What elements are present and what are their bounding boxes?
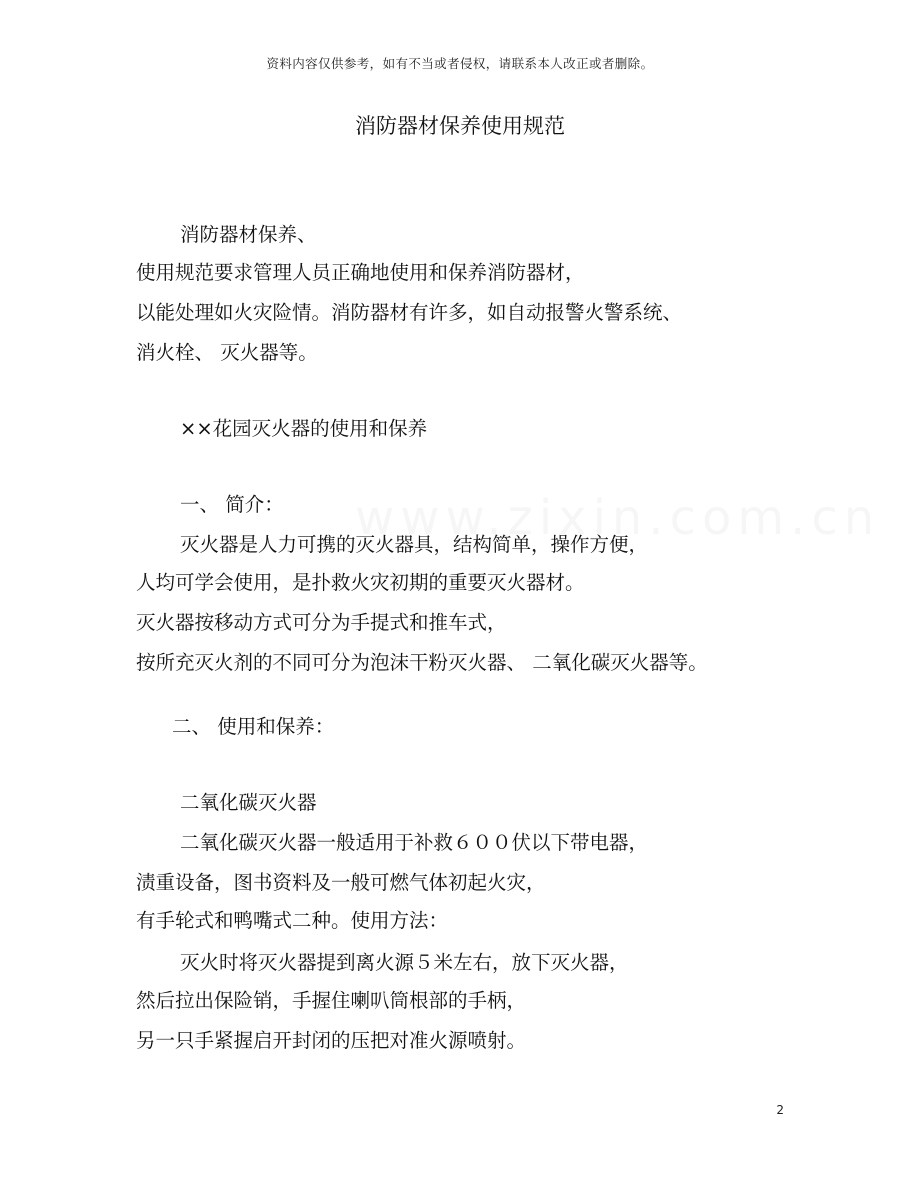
part1-line-1: 灭火器是人力可携的灭火器具，结构简单，操作方便， xyxy=(180,533,649,556)
part2-line-1: 二氧化碳灭火器一般适用于补救６００伏以下带电器， xyxy=(180,831,649,854)
section-heading: ××花园灭火器的使用和保养 xyxy=(180,417,428,440)
part2-subheading: 二氧化碳灭火器 xyxy=(180,791,317,814)
part2-line-2: 渍重设备，图书资料及一般可燃气体初起火灾， xyxy=(136,871,546,894)
part2-line-4: 灭火时将灭火器提到离火源５米左右，放下灭火器， xyxy=(180,951,629,974)
intro-line-2: 使用规范要求管理人员正确地使用和保养消防器材， xyxy=(136,261,585,284)
part1-line-3: 灭火器按移动方式可分为手提式和推车式， xyxy=(136,611,507,634)
part2-line-6: 另一只手紧握启开封闭的压把对准火源喷射。 xyxy=(136,1029,527,1052)
part1-line-2: 人均可学会使用，是扑救火灾初期的重要灭火器材。 xyxy=(136,571,585,594)
intro-line-4: 消火栓、 灭火器等。 xyxy=(136,341,318,364)
part1-line-4: 按所充灭火剂的不同可分为泡沫干粉灭火器、 二氧化碳灭火器等。 xyxy=(136,651,708,674)
part2-heading: 二、 使用和保养： xyxy=(172,715,335,738)
part2-line-3: 有手轮式和鸭嘴式二种。使用方法： xyxy=(136,909,449,932)
header-disclaimer: 资料内容仅供参考，如有不当或者侵权，请联系本人改正或者删除。 xyxy=(266,56,654,71)
part1-heading: 一、 简介： xyxy=(180,493,284,516)
intro-line-3: 以能处理如火灾险情。消防器材有许多，如自动报警火警系统、 xyxy=(136,301,683,324)
document-title: 消防器材保养使用规范 xyxy=(355,114,565,138)
part2-line-5: 然后拉出保险销，手握住喇叭筒根部的手柄， xyxy=(136,989,527,1012)
page-number: 2 xyxy=(776,1103,784,1117)
intro-line-1: 消防器材保养、 xyxy=(180,223,317,246)
